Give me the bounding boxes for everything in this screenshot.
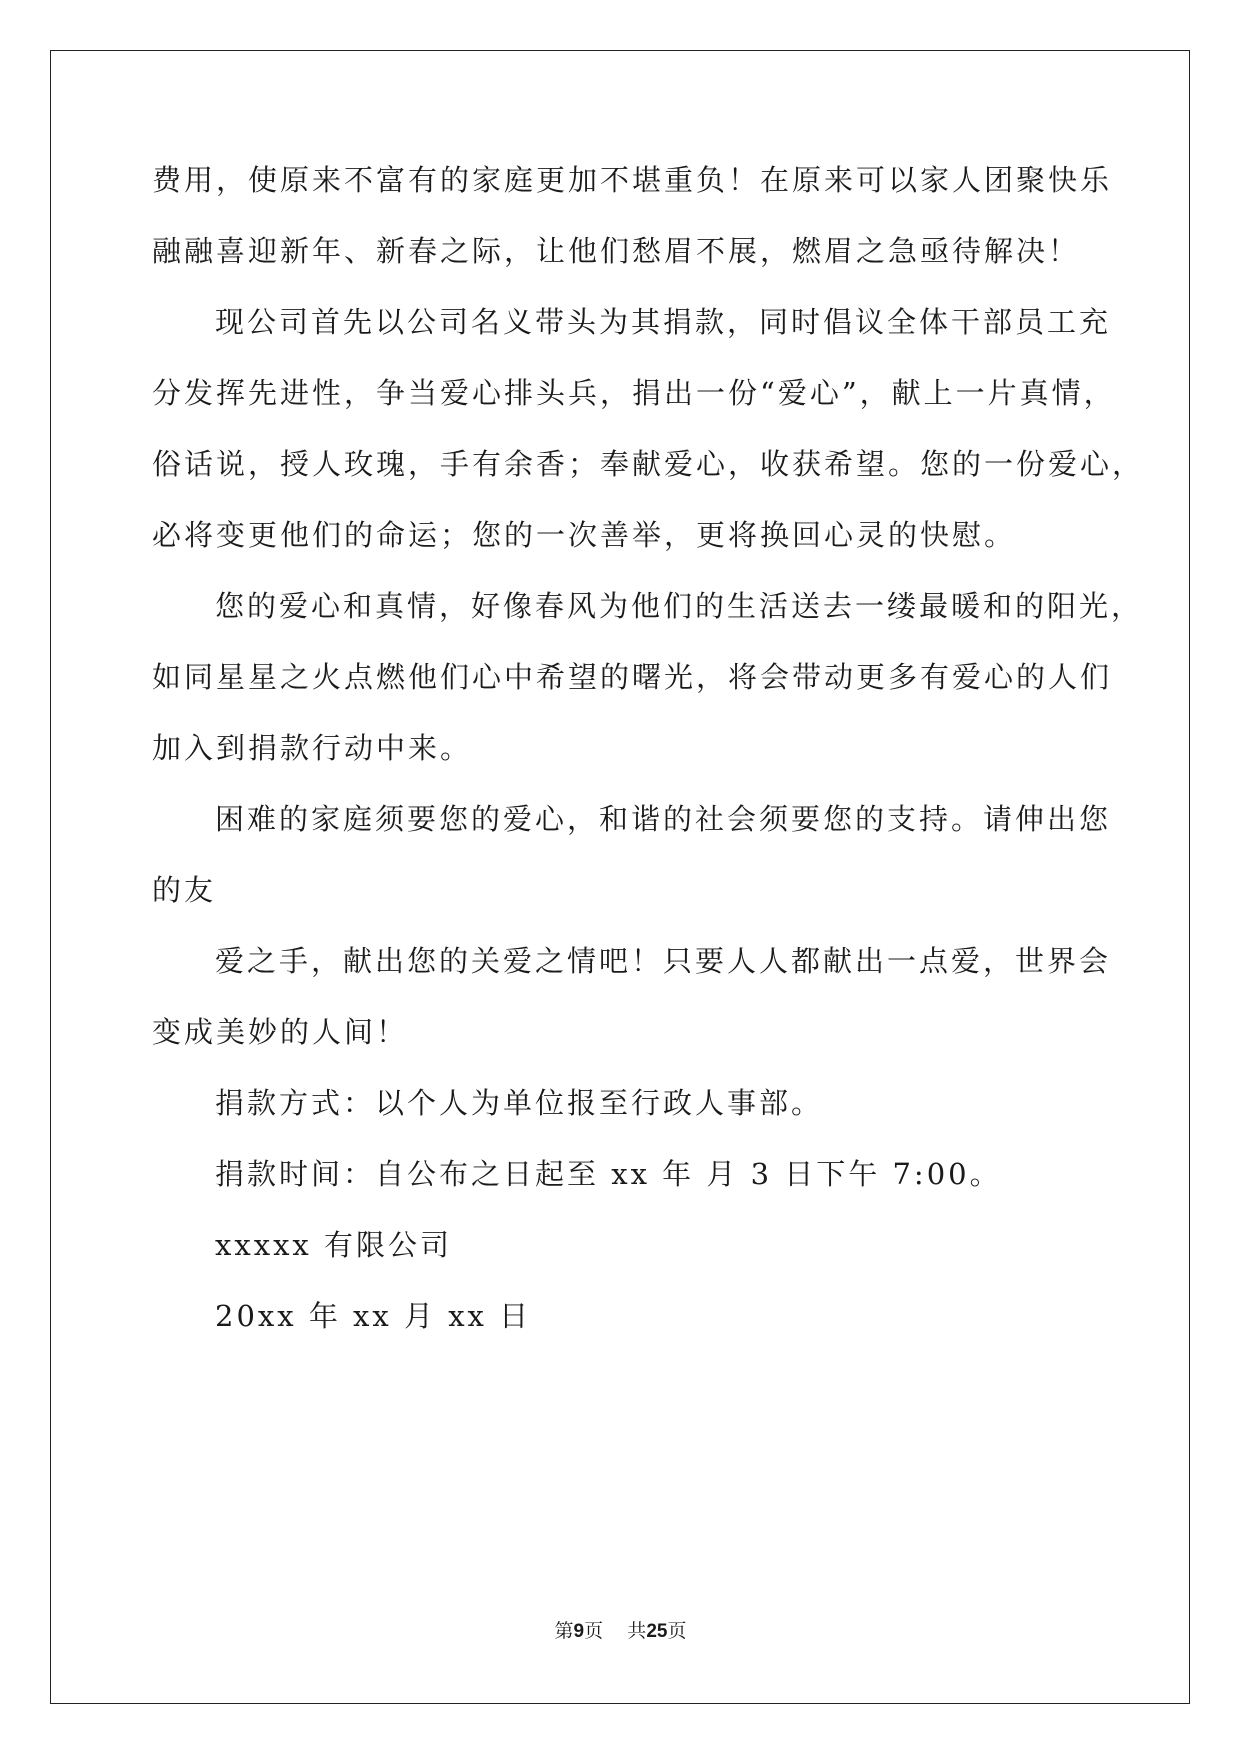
- paragraph-start: 现公司首先以公司名义带头为其捐款，同时倡议全体干部员工充: [215, 305, 1112, 339]
- text-line: 费用，使原来不富有的家庭更加不堪重负！在原来可以家人团聚快乐: [152, 163, 1113, 197]
- text-line: 融融喜迎新年、新春之际，让他们愁眉不展，燃眉之急亟待解决！: [152, 234, 1081, 268]
- donation-method: 捐款方式：以个人为单位报至行政人事部。: [215, 1086, 824, 1120]
- text-line: 必将变更他们的命运；您的一次善举，更将换回心灵的快慰。: [152, 518, 1017, 552]
- paragraph-start: 您的爱心和真情，好像春风为他们的生活送去一缕最暖和的阳光，: [215, 589, 1144, 623]
- paragraph-start: 爱之手，献出您的关爱之情吧！只要人人都献出一点爱，世界会: [215, 944, 1112, 978]
- company-signature: xxxxx 有限公司: [215, 1228, 452, 1262]
- footer-page-suffix: 页: [584, 1620, 604, 1642]
- paragraph-start: 困难的家庭须要您的爱心，和谐的社会须要您的支持。请伸出您: [215, 802, 1112, 836]
- page-border: [50, 50, 1190, 1704]
- text-line: 的友: [152, 873, 217, 907]
- page-number: 9: [573, 1621, 585, 1642]
- text-line: 俗话说，授人玫瑰，手有余香；奉献爱心，收获希望。您的一份爱心，: [152, 447, 1145, 481]
- donation-time: 捐款时间：自公布之日起至 xx 年 月 3 日下午 7:00。: [215, 1157, 1002, 1191]
- document-date: 20xx 年 xx 月 xx 日: [215, 1299, 532, 1333]
- footer-total-suffix: 页: [667, 1620, 687, 1642]
- total-pages: 25: [646, 1621, 668, 1642]
- text-line: 加入到捐款行动中来。: [152, 731, 473, 765]
- page-footer: [0, 1616, 1241, 1643]
- text-line: 分发挥先进性，争当爱心排头兵，捐出一份“爱心”，献上一片真情，: [152, 376, 1116, 410]
- text-line: 变成美妙的人间！: [152, 1015, 409, 1049]
- footer-prefix: 第: [554, 1620, 574, 1642]
- text-line: 如同星星之火点燃他们心中希望的曙光，将会带动更多有爱心的人们: [152, 660, 1113, 694]
- footer-total-prefix: 共: [627, 1620, 647, 1642]
